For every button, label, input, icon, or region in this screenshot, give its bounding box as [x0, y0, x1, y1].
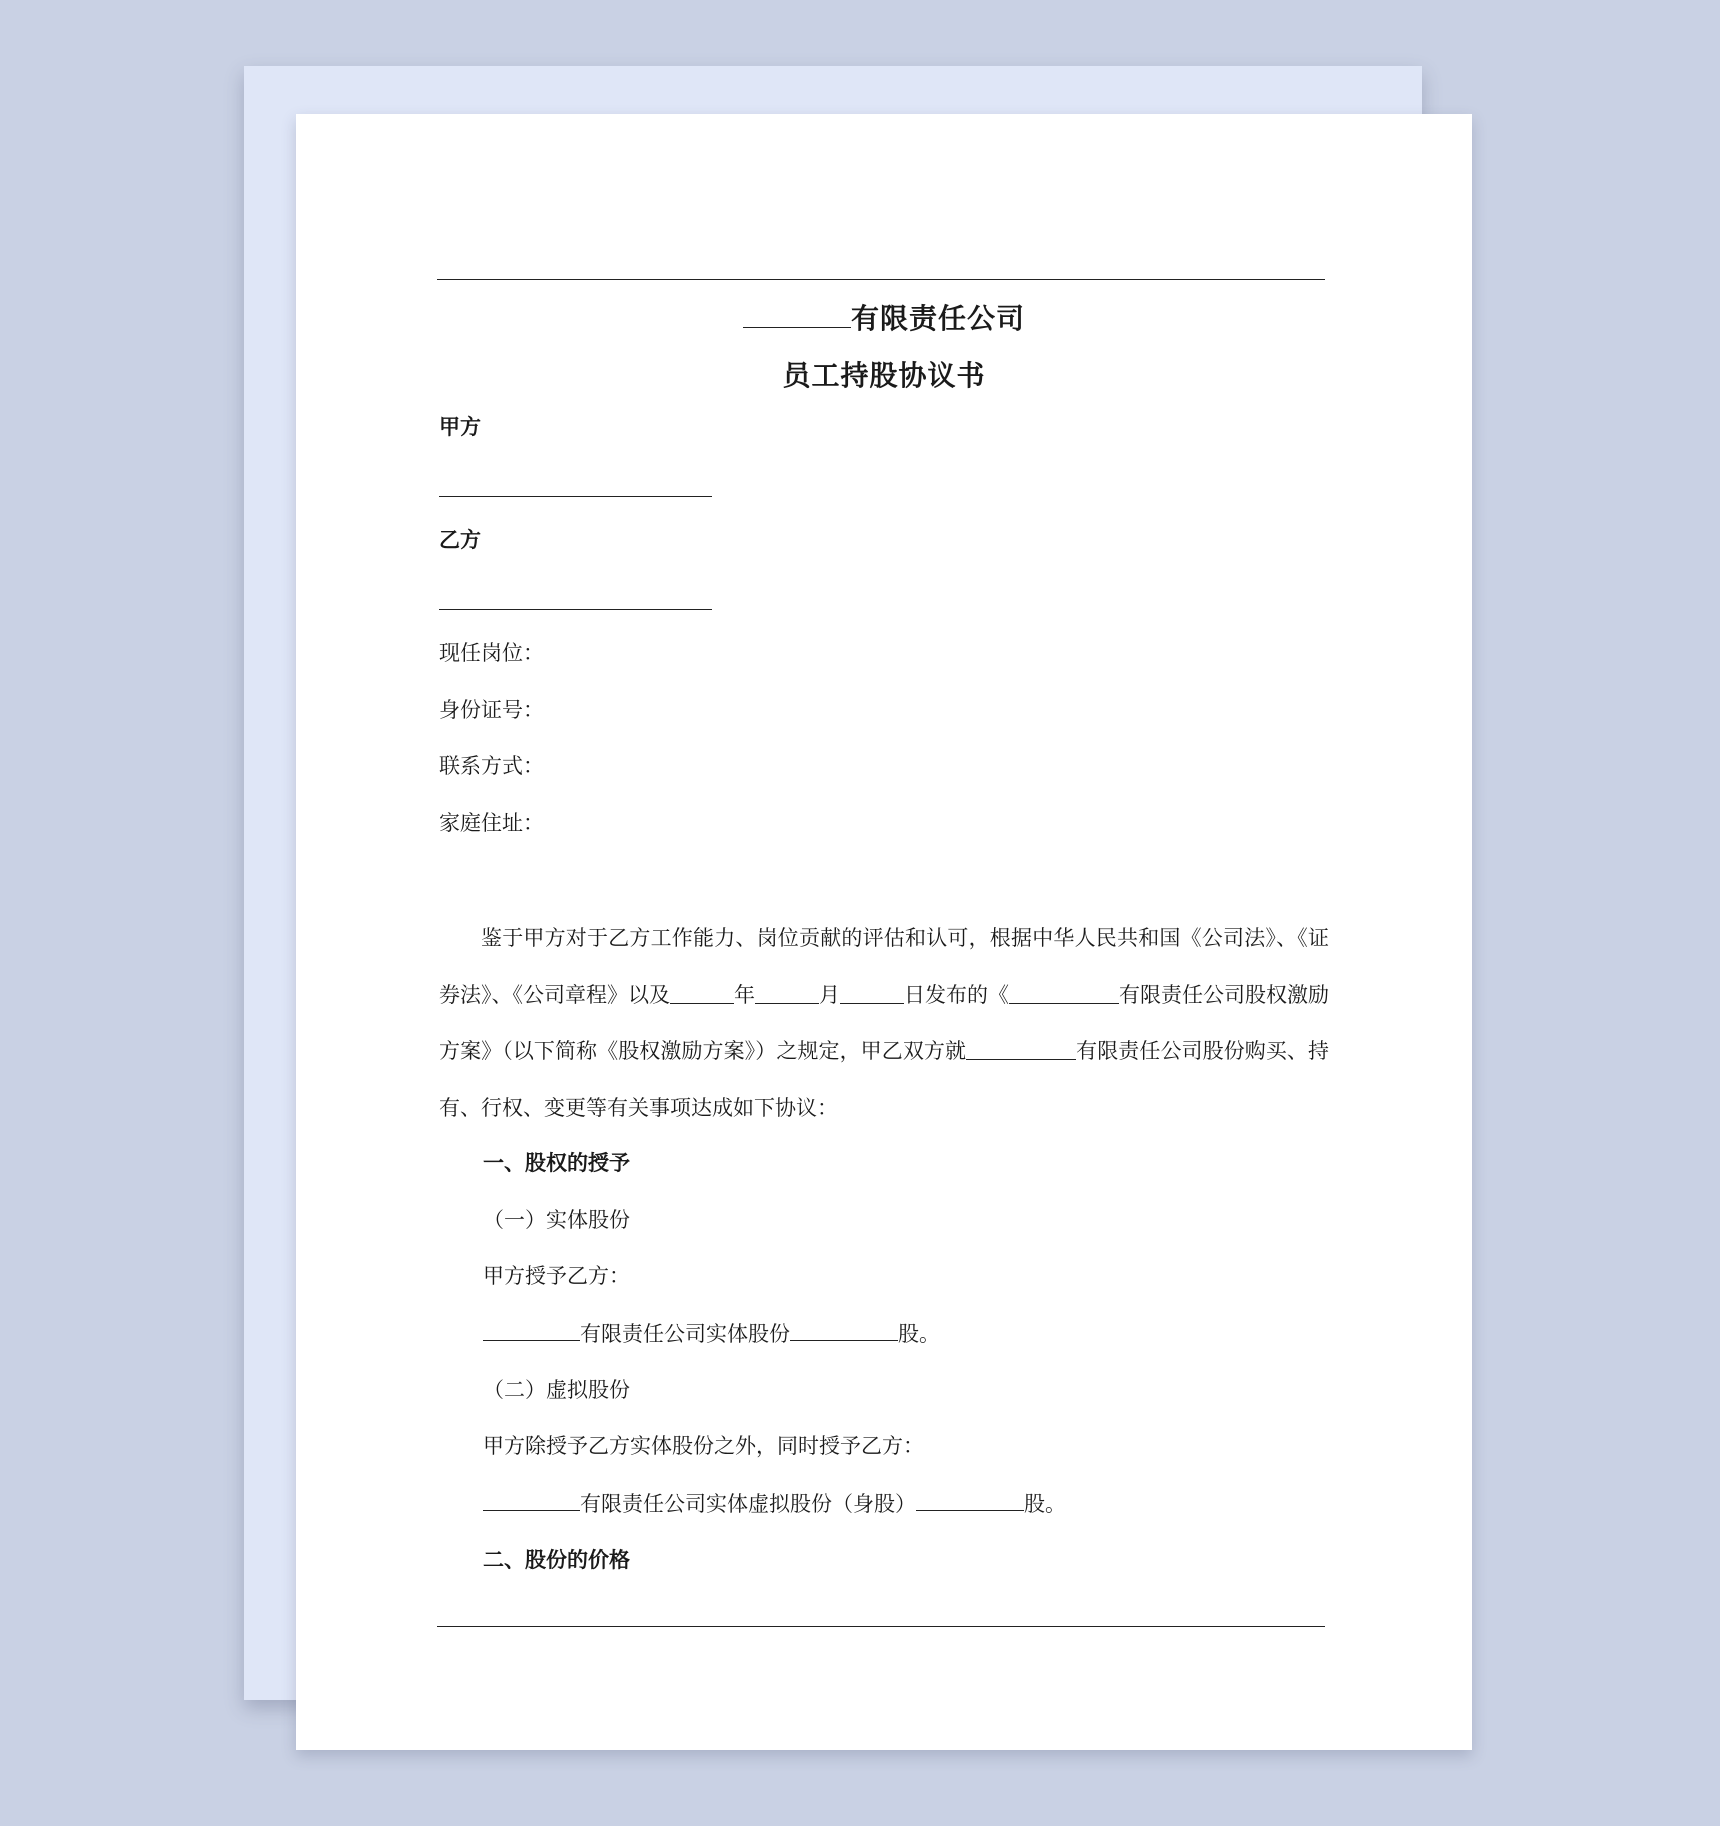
sub2-share-unit: 股。	[1024, 1492, 1066, 1517]
section2-heading: 二、股份的价格	[483, 1548, 630, 1572]
company-title	[296, 297, 1472, 337]
month-blank[interactable]	[755, 979, 819, 1003]
preamble-paragraph	[439, 910, 1329, 1136]
preamble-text-1: 鉴于甲方对于乙方工作能力、岗位贡献的评估和认可，根据中华人民共和国《公司法》、《证券法》、《公司章程》以及	[439, 926, 1329, 1007]
sub2-share-line	[483, 1488, 1066, 1519]
month-label: 月	[819, 982, 840, 1007]
field-contact: 联系方式：	[439, 754, 544, 778]
sub1-intro: 甲方授予乙方：	[483, 1264, 630, 1288]
document-page	[296, 114, 1472, 1750]
party-a-blank[interactable]	[439, 496, 712, 497]
header-rule	[437, 279, 1325, 280]
company-title-suffix: 有限责任公司	[850, 302, 1025, 335]
preamble-text-3: 有限责任公司股份购买、持有、行权、变更等有关事项达成如下协议：	[439, 1039, 1330, 1120]
sub1-share-text: 有限责任公司实体股份	[580, 1322, 790, 1347]
sub1-company-blank[interactable]	[483, 1318, 580, 1341]
company-name-blank[interactable]	[743, 298, 851, 328]
plan-company-blank[interactable]	[1009, 979, 1119, 1003]
field-id-number: 身份证号：	[439, 698, 544, 722]
party-a-label: 甲方	[439, 415, 481, 439]
sub2-intro: 甲方除授予乙方实体股份之外，同时授予乙方：	[483, 1434, 924, 1458]
sub1-heading: （一）实体股份	[483, 1208, 630, 1232]
sub1-share-line	[483, 1318, 940, 1349]
sub2-heading: （二）虚拟股份	[483, 1378, 630, 1402]
document-title: 员工持股协议书	[782, 359, 986, 392]
footer-rule	[437, 1626, 1325, 1627]
year-label: 年	[734, 982, 755, 1007]
day-label: 日发布的《	[904, 982, 1009, 1007]
day-blank[interactable]	[840, 979, 904, 1003]
sub1-count-blank[interactable]	[790, 1318, 898, 1341]
share-company-blank[interactable]	[966, 1036, 1076, 1060]
field-position: 现任岗位：	[439, 641, 544, 665]
field-address: 家庭住址：	[439, 811, 544, 835]
party-b-blank[interactable]	[439, 609, 712, 610]
preamble-text-2: 有限责任公司股权激励方案》（以下简称《股权激励方案》）之规定，甲乙双方就	[439, 982, 1329, 1063]
sub2-count-blank[interactable]	[916, 1488, 1024, 1511]
sub2-share-text: 有限责任公司实体虚拟股份（身股）	[580, 1492, 916, 1517]
year-blank[interactable]	[670, 979, 734, 1003]
section1-heading: 一、股权的授予	[483, 1151, 630, 1175]
sub1-share-unit: 股。	[898, 1322, 940, 1347]
sub2-company-blank[interactable]	[483, 1488, 580, 1511]
party-b-label: 乙方	[439, 528, 481, 552]
